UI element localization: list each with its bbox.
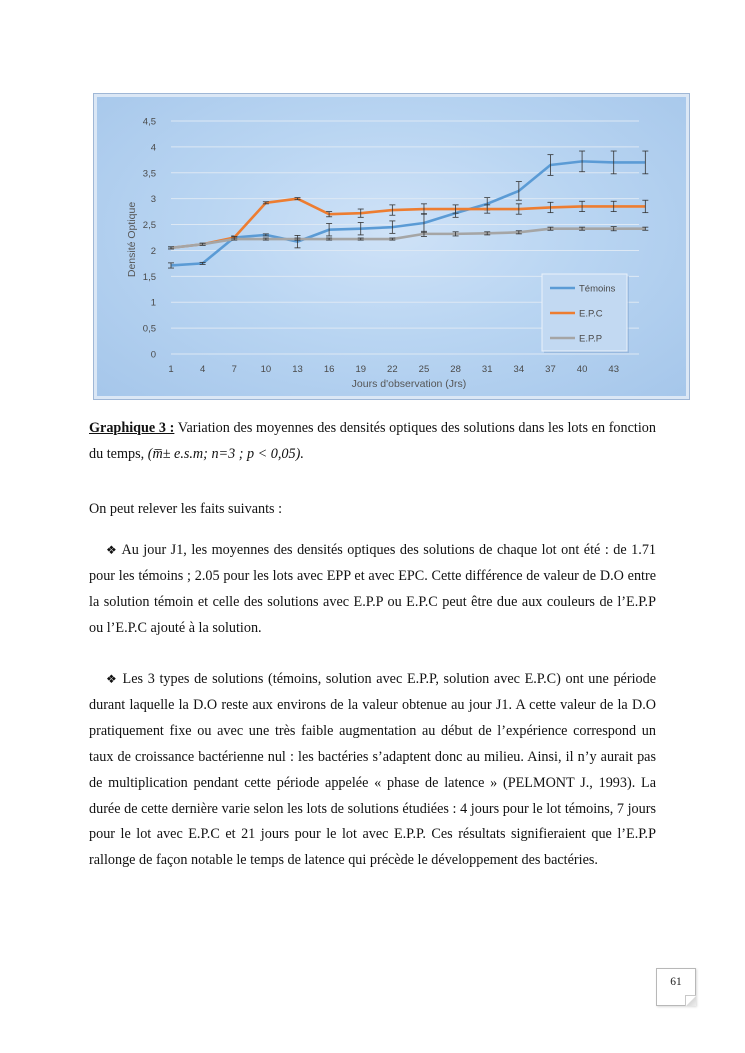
bullet-icon: ❖ bbox=[106, 672, 118, 686]
y-axis-title: Densité Optique bbox=[126, 201, 138, 278]
caption-text: Variation des moyennes des densités optiques des solutions dans les lots en fonction du temps, bbox=[89, 420, 656, 462]
paragraph-1-text: Au jour J1, les moyennes des densités optiques des solutions de chaque lot ont été : de 1.71 pour les témoins ; 2.05 pour les lots avec EPP et avec EPC. Cette différence de valeur de D.O entre la solution témoin et celle des solutions avec E.P.P ou E.P.C peut être due aux couleurs de l’E.P.P ou l’E.P.C ajouté à la solution. bbox=[89, 542, 657, 636]
series-line bbox=[171, 199, 645, 248]
legend-label: E.P.C bbox=[579, 308, 603, 320]
x-tick-label: 13 bbox=[292, 364, 303, 375]
x-tick-label: 28 bbox=[450, 364, 461, 375]
caption-label: Graphique 3 : bbox=[89, 420, 175, 436]
y-tick-label: 1 bbox=[150, 297, 156, 309]
series-line bbox=[171, 161, 645, 265]
x-tick-label: 43 bbox=[608, 364, 619, 375]
x-tick-label: 22 bbox=[387, 364, 398, 375]
x-tick-label: 4 bbox=[199, 364, 206, 375]
y-tick-label: 0 bbox=[150, 349, 156, 361]
y-tick-label: 3 bbox=[150, 194, 156, 206]
legend-label: Témoins bbox=[579, 283, 616, 295]
paragraph-2-text: Les 3 types de solutions (témoins, solution avec E.P.P, solution avec E.P.C) ont une période durant laquelle la D.O reste aux environs de la valeur obtenue au jour J1. A cette valeur de la D.O pratiquement fixe ou avec une très faible augmentation au début de l’expérience correspond un taux de croissance bactérienne nul : les bactéries s’adaptent donc au milieu. Ainsi, il n’y aurait pas de multiplication pendant cette période appelée « phase de latence » (PELMONT J., 1993). La durée de cette dernière varie selon les lots de solutions étudiées : 4 jours pour le lot témoins, 7 jours pour le lot avec E.P.C et 21 jours pour le lot avec E.P.P. Ces résultats signifieraient que l’E.P.P rallonge de façon notable le temps de latence qui précède le développement des bactéries. bbox=[89, 671, 656, 869]
x-tick-label: 34 bbox=[513, 364, 525, 375]
caption-stats: (m̅± e.s.m; n=3 ; p < 0,05). bbox=[147, 445, 304, 462]
y-tick-label: 1,5 bbox=[142, 271, 156, 283]
x-tick-label: 31 bbox=[481, 364, 493, 375]
intro-text: On peut relever les faits suivants : bbox=[89, 501, 283, 517]
x-axis-title: Jours d'observation (Jrs) bbox=[351, 378, 467, 390]
x-tick-label: 10 bbox=[260, 364, 272, 375]
paragraph-2 bbox=[89, 667, 656, 874]
x-tick-label: 25 bbox=[418, 364, 430, 375]
chart-frame bbox=[93, 93, 690, 400]
y-tick-label: 3,5 bbox=[142, 168, 156, 180]
y-tick-label: 0,5 bbox=[142, 323, 156, 335]
legend-label: E.P.P bbox=[579, 333, 603, 345]
x-tick-label: 7 bbox=[231, 364, 237, 375]
figure-caption bbox=[89, 416, 656, 468]
x-tick-label: 19 bbox=[355, 364, 367, 375]
y-tick-label: 2,5 bbox=[142, 220, 156, 232]
y-tick-label: 4 bbox=[150, 142, 156, 154]
x-tick-label: 16 bbox=[323, 364, 335, 375]
bullet-icon: ❖ bbox=[106, 543, 118, 557]
y-tick-label: 4,5 bbox=[142, 116, 156, 128]
series-line bbox=[171, 229, 645, 248]
x-tick-label: 37 bbox=[545, 364, 556, 375]
x-tick-label: 1 bbox=[168, 364, 174, 375]
page-number: 61 bbox=[670, 976, 682, 988]
paragraph-1 bbox=[89, 538, 656, 642]
x-tick-label: 40 bbox=[576, 364, 588, 375]
page-number-box bbox=[656, 968, 696, 1006]
page-curl-icon bbox=[685, 995, 696, 1006]
line-chart bbox=[94, 94, 691, 401]
y-tick-label: 2 bbox=[150, 245, 156, 257]
